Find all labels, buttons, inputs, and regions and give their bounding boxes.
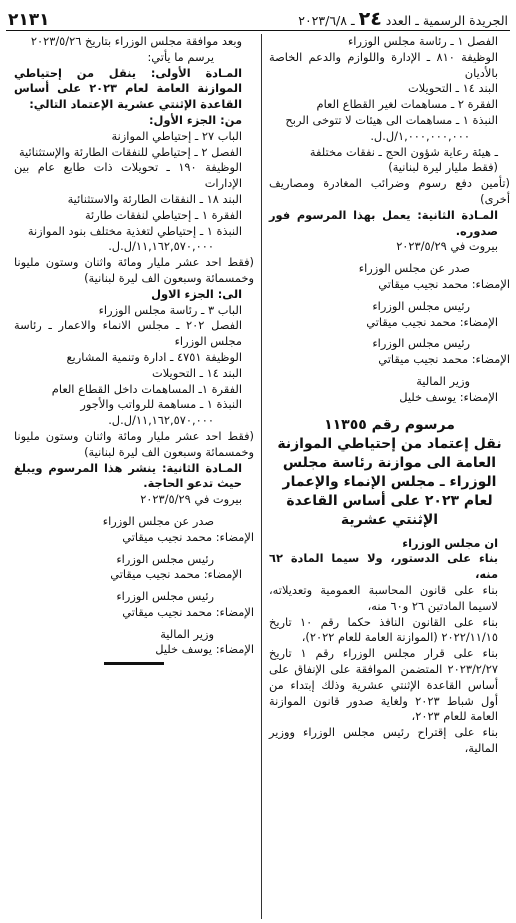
paragraph: صدر عن مجلس الوزراء <box>102 513 214 528</box>
paragraph: من: الجزء الأول: <box>149 112 242 127</box>
paragraph: الفصل ١ ـ رئاسة مجلس الوزراء <box>347 34 498 48</box>
paragraph: بناء على القانون النافذ حكما رقم ١٠ تاريخ ٢٠٢٢/١١/١٥ (الموازنة العامة للعام ٢٠٢٢)، <box>269 614 498 645</box>
paragraph: المـادة الثانية: ينشر هذا المرسوم ويبلغ حيث تدعو الحاجة. <box>14 460 242 491</box>
paragraph: (تأمين دفع رسوم وضرائب المغادرة ومصاريف أخرى) <box>269 176 510 206</box>
paragraph: (فقط احد عشر مليار ومائة واثنان وستون مليونا وخمسمائة وسبعون الف ليرة لبنانية) <box>14 428 254 459</box>
paragraph: الوظيفة ٤٧٥١ ـ ادارة وتنمية المشاريع <box>66 349 242 364</box>
paragraph: الى: الجزء الاول <box>151 286 242 301</box>
paragraph: الإمضاء: محمد نجيب ميقاتي <box>110 567 242 582</box>
paragraph: بناء على قانون المحاسبة العمومية وتعديلاته، لاسيما المادتين ٢٦ و٦٠ منه، <box>269 582 498 613</box>
paragraph: رئيس مجلس الوزراء <box>116 589 214 604</box>
journal-name: الجريدة الرسمية ـ العدد <box>385 13 508 28</box>
paragraph: الإمضاء: محمد نجيب ميقاتي <box>378 352 510 367</box>
paragraph: بيروت في ٢٠٢٣/٥/٢٩ <box>396 239 498 254</box>
paragraph: ١١,١٦٢,٥٧٠,٠٠٠/ل.ل. <box>108 239 214 254</box>
paragraph: البند ١٤ ـ التحويلات <box>152 365 242 380</box>
paragraph: الفصل ٢ ـ إحتياطي للنفقات الطارئة والإستثنائية <box>18 144 242 159</box>
paragraph: الإمضاء: محمد نجيب ميقاتي <box>122 604 254 619</box>
paragraph: الفقرة ١ـ المساهمات داخل القطاع العام <box>51 381 242 396</box>
paragraph: الفصل ٢٠٢ ـ مجلس الانماء والاعمار ـ رئاسة مجلس الوزراء <box>14 318 242 349</box>
paragraph: ـ هيئة رعاية شؤون الحج ـ نفقات مختلفة <box>309 144 498 159</box>
paragraph: وزير المالية <box>416 373 470 388</box>
paragraph: بناء على الدستور، ولا سيما المادة ٦٢ منه، <box>269 551 498 582</box>
paragraph: وبعد موافقة مجلس الوزراء بتاريخ ٢٠٢٣/٥/٢٦ <box>30 34 242 48</box>
paragraph: الوظيفة ١٩٠ ـ تحويلات ذات طابع عام بين الإدارات <box>14 160 242 191</box>
paragraph: بيروت في ٢٠٢٣/٥/٢٩ <box>140 492 242 507</box>
paragraph: الوظيفة ٨١٠ ـ الإدارة واللوازم والدعم الخاصة بالأديان <box>269 49 499 80</box>
page-number: ٢١٣١ <box>8 10 50 30</box>
paragraph: وزير المالية <box>160 626 214 641</box>
paragraph: بناء على قرار مجلس الوزراء رقم ١ تاريخ ٢٠٢٣/٢/٢٧ المتضمن الموافقة على الإنفاق على أساس القاعدة الإثنتي عشرية وذلك إبتداء من أول شباط ٢٠٢٣ ولغاية صدور قانون الموازنة العامة للعام ٢٠٢٣، <box>269 646 498 724</box>
paragraph: الإمضاء: يوسف خليل <box>399 389 498 404</box>
paragraph: الفقرة ٢ ـ مساهمات لغير القطاع العام <box>316 97 498 112</box>
paragraph: رئيس مجلس الوزراء <box>116 551 214 566</box>
paragraph: النبذة ١ ـ إحتياطي لتغذية مختلف بنود الموازنة <box>27 223 242 238</box>
paragraph: ان مجلس الوزراء <box>402 535 498 550</box>
paragraph: النبذة ١ ـ مساهمات الى هيئات لا تتوخى الربح <box>285 112 498 127</box>
paragraph: الفقرة ١ ـ إحتياطي لنفقات طارئة <box>84 207 242 222</box>
paragraph: (فقط مليار ليرة لبنانية) <box>388 160 498 175</box>
issue-date: ـ ٢٠٢٣/٦/٨ <box>298 13 355 28</box>
paragraph: البند ١٨ ـ النفقات الطارئة والاستثنائية <box>67 191 242 206</box>
journal-title <box>298 8 510 30</box>
spacer <box>269 406 510 416</box>
paragraph: نقل إعتماد من إحتياطي الموازنة العامة الى موازنة رئاسة مجلس الوزراء ـ مجلس الإنماء والإعمار لعام ٢٠٢٣ على أساس القاعدة الإثنتي عشرية <box>277 435 502 528</box>
left-column <box>14 34 262 919</box>
paragraph: رئيس مجلس الوزراء <box>372 336 470 351</box>
paragraph: النبذة ١ ـ مساهمة للرواتب والأجور <box>80 397 242 412</box>
paragraph: الباب ٣ ـ رئاسة مجلس الوزراء <box>98 302 242 317</box>
page-header <box>6 4 510 31</box>
paragraph: بناء على إقتراح رئيس مجلس الوزراء ووزير المالية، <box>269 725 498 755</box>
paragraph: الباب ٢٧ ـ إحتياطي الموازنة <box>111 128 242 143</box>
text-columns <box>6 34 510 919</box>
paragraph: رئيس مجلس الوزراء <box>372 298 470 313</box>
paragraph: الإمضاء: محمد نجيب ميقاتي <box>366 314 498 329</box>
paragraph: الإمضاء: محمد نجيب ميقاتي <box>122 529 254 544</box>
paragraph: المـادة الأولى: ينقل من إحتياطي الموازنة العامة لعام ٢٠٢٣ على أساس القاعدة الإثنتي عشرية الإعتماد التالي: <box>14 65 242 112</box>
paragraph: البند ١٤ ـ التحويلات <box>408 81 498 96</box>
paragraph: (فقط احد عشر مليار ومائة واثنان وستون مليونا وخمسمائة وسبعون الف ليرة لبنانية) <box>14 255 254 285</box>
paragraph: يرسم ما يأتي: <box>147 49 214 64</box>
paragraph: المـادة الثانية: يعمل بهذا المرسوم فور صدوره. <box>269 207 498 238</box>
paragraph: الإمضاء: محمد نجيب ميقاتي <box>378 276 510 291</box>
paragraph: ١,٠٠٠,٠٠٠,٠٠٠/ل.ل. <box>370 128 470 143</box>
paragraph: الإمضاء: يوسف خليل <box>155 642 254 657</box>
right-column <box>262 34 510 919</box>
end-divider <box>104 662 164 665</box>
paragraph: ١١,١٦٢,٥٧٠,٠٠٠/ل.ل. <box>108 413 214 428</box>
issue-number: ٢٤ <box>358 8 382 30</box>
paragraph: صدر عن مجلس الوزراء <box>358 261 470 276</box>
paragraph: مرسوم رقم ١١٣٥٥ <box>324 416 455 433</box>
